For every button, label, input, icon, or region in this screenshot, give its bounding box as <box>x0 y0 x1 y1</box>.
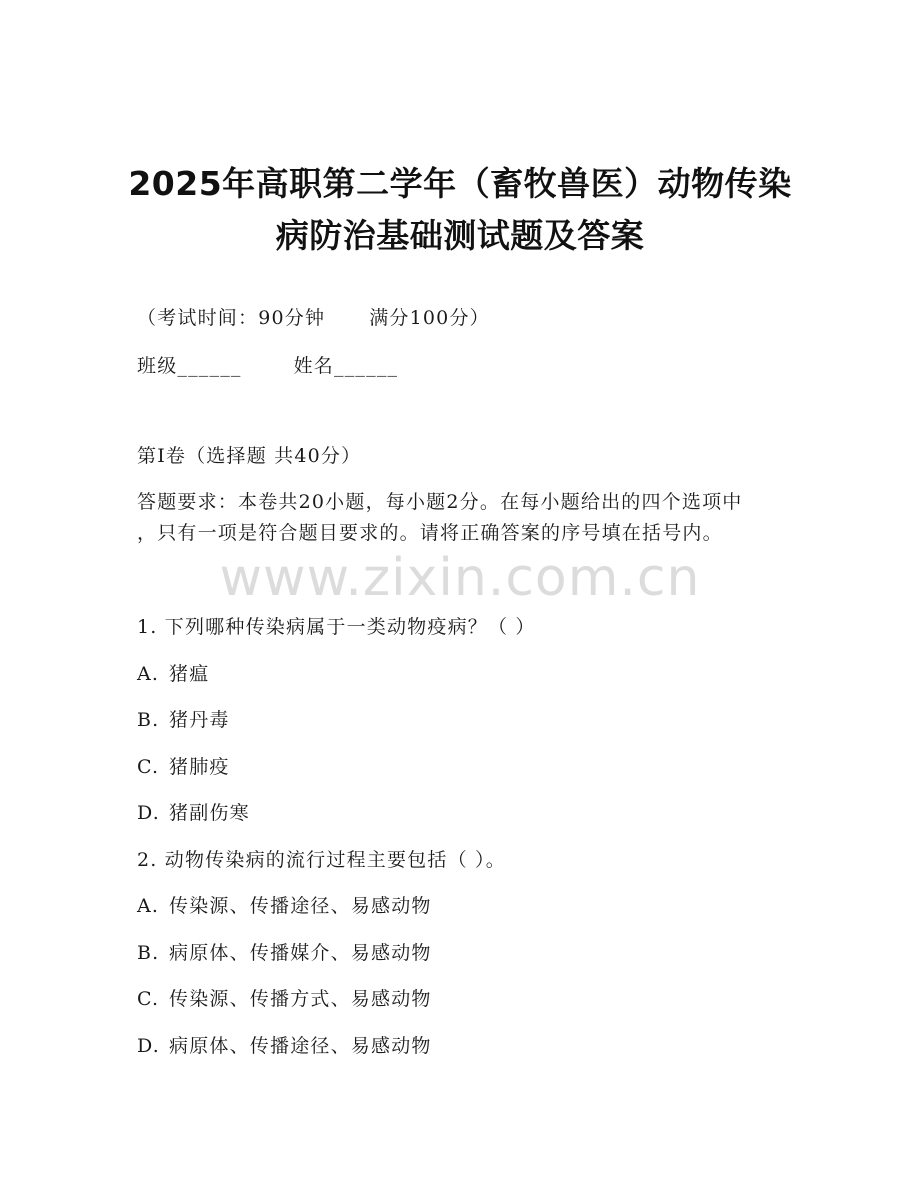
option-item <box>137 705 230 732</box>
option-item <box>137 984 432 1011</box>
option-text: 传染源、传播途径、易感动物 <box>169 895 432 917</box>
option-label: D. <box>137 802 160 824</box>
name-label: 姓名 <box>293 355 335 377</box>
option-item <box>137 1031 432 1058</box>
class-label: 班级 <box>137 355 178 377</box>
question-stem: 2. 动物传染病的流行过程主要包括（ ）。 <box>137 849 506 871</box>
option-text: 猪副伤寒 <box>169 802 250 824</box>
exam-time: （考试时间：90分钟 <box>137 307 326 329</box>
option-label: D. <box>137 1035 160 1057</box>
option-text: 传染源、传播方式、易感动物 <box>169 988 432 1010</box>
class-blank: ______ <box>177 355 242 377</box>
option-label: C. <box>137 756 160 778</box>
option-label: B. <box>137 709 160 731</box>
option-label: B. <box>137 942 160 964</box>
name-blank: ______ <box>334 355 399 377</box>
option-label: A. <box>137 895 160 917</box>
exam-full-score: 满分100分） <box>369 307 490 329</box>
document-title-line-2: 病防治基础测试题及答案 <box>275 216 645 255</box>
option-text: 病原体、传播途径、易感动物 <box>169 1035 432 1057</box>
option-item <box>137 752 230 779</box>
option-text: 猪瘟 <box>169 663 210 685</box>
option-item <box>137 891 432 918</box>
question-stem: 1. 下列哪种传染病属于一类动物疫病？（ ） <box>137 616 536 638</box>
instructions-line-1: 答题要求：本卷共20小题，每小题2分。在每小题给出的四个选项中 <box>137 491 743 513</box>
document-title-line-1: 2025年高职第二学年（畜牧兽医）动物传染 <box>128 164 792 203</box>
option-item <box>137 659 209 686</box>
student-fields <box>137 351 398 378</box>
section-heading: 第I卷（选择题 共40分） <box>137 445 362 467</box>
option-label: A. <box>137 663 160 685</box>
option-item <box>137 938 432 965</box>
option-item <box>137 798 250 825</box>
option-text: 猪丹毒 <box>169 709 230 731</box>
exam-info <box>137 303 490 330</box>
watermark: www.zixin.com.cn <box>219 548 701 608</box>
option-text: 病原体、传播媒介、易感动物 <box>169 942 432 964</box>
option-label: C. <box>137 988 160 1010</box>
option-text: 猪肺疫 <box>169 756 230 778</box>
instructions-line-2: ，只有一项是符合题目要求的。请将正确答案的序号填在括号内。 <box>137 522 723 544</box>
